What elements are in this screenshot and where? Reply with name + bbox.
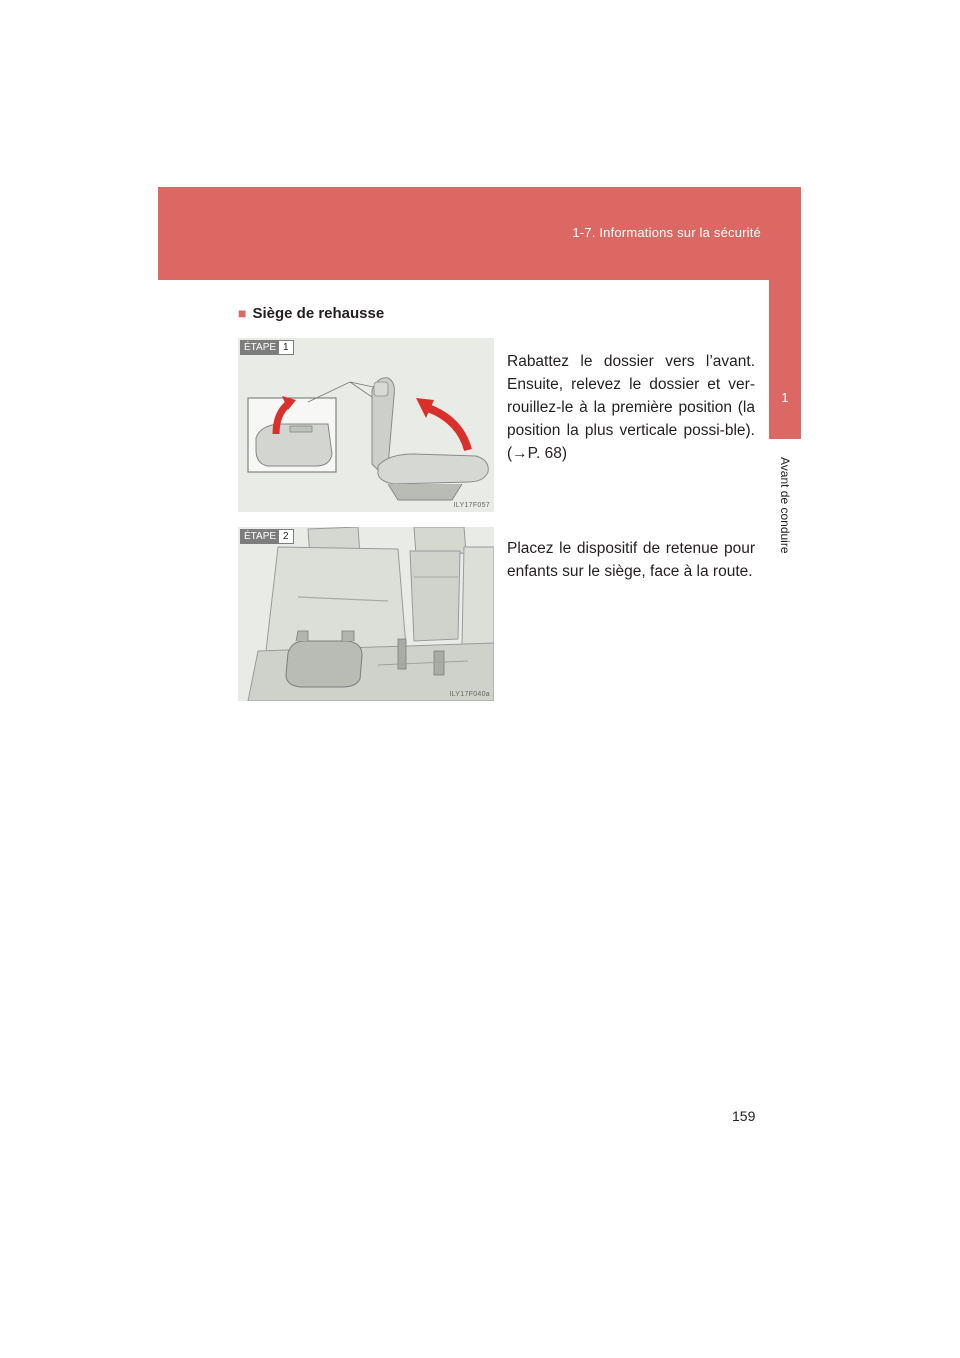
page-number: 159 bbox=[732, 1108, 756, 1124]
step-1-number: 1 bbox=[283, 342, 289, 353]
step-1-word: ÉTAPE bbox=[241, 341, 279, 354]
booster-seat-illustration bbox=[238, 527, 494, 701]
step-1-badge bbox=[240, 340, 294, 355]
side-tab bbox=[769, 280, 801, 439]
section-heading bbox=[238, 305, 384, 322]
step-1-figure-code: ILY17F057 bbox=[453, 502, 490, 509]
step-2-figure-code: ILY17F040a bbox=[449, 691, 490, 698]
seat-fold-illustration bbox=[238, 338, 494, 512]
step-1-figure bbox=[238, 338, 494, 512]
step-2-number: 2 bbox=[283, 531, 289, 542]
side-tab-label-text: Avant de conduire bbox=[778, 457, 792, 554]
step-2-badge bbox=[240, 529, 294, 544]
square-bullet-icon: ■ bbox=[238, 305, 247, 321]
side-tab-number: 1 bbox=[781, 390, 789, 405]
step-2-word: ÉTAPE bbox=[241, 530, 279, 543]
step-2-text: Placez le dispositif de retenue pour enfants sur le siège, face à la route. bbox=[507, 540, 755, 580]
side-tab-label bbox=[770, 450, 800, 600]
section-heading-text: Siège de rehausse bbox=[252, 305, 385, 322]
header-band bbox=[158, 187, 801, 280]
step-2-figure bbox=[238, 527, 494, 701]
header-section-title: 1-7. Informations sur la sécurité bbox=[572, 225, 761, 240]
step-1-text: Rabattez le dossier vers l’avant. Ensuite, relevez le dossier et ver-rouillez-le à la première position (la position la plus verticale possi-ble). (→P. 68) bbox=[507, 353, 755, 462]
